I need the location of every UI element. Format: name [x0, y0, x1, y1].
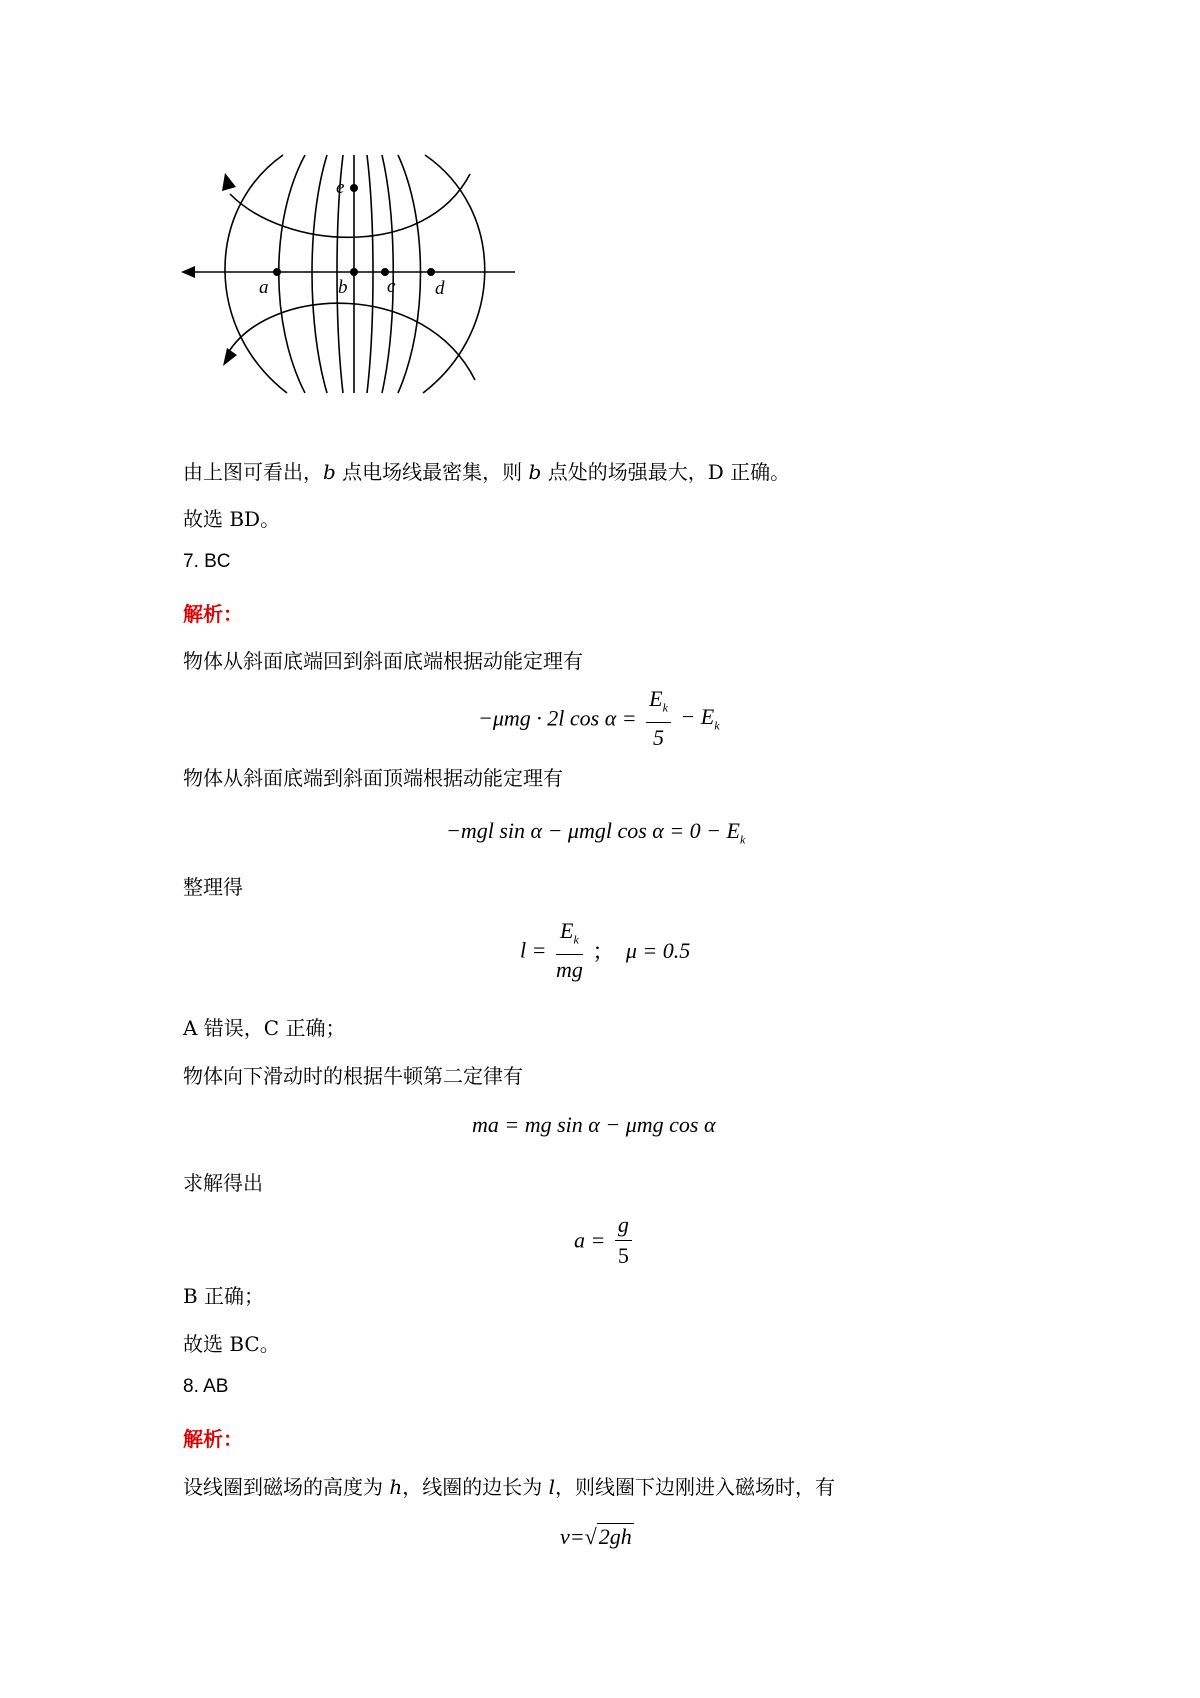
q7-eq1: −μmg · 2l cos α = $\frac{E_k}{5}$ − $E_k$ — [478, 686, 720, 751]
label-b: b — [338, 277, 348, 298]
point-e — [350, 184, 358, 192]
field-line-left-2 — [312, 155, 327, 393]
field-line-left-1 — [279, 155, 305, 393]
q7-eq5: a = $\frac{g}{5}$ — [574, 1212, 636, 1269]
lower-arc-arrow-icon — [223, 348, 237, 366]
q7-eq3: l = $\frac{E_k}{mg}$ ； μ = 0.5 — [520, 918, 691, 983]
point-b — [350, 268, 358, 276]
q7-line7: B 正确； — [183, 1284, 265, 1308]
q6-conclusion: 故选 BD。 — [183, 507, 281, 531]
field-line-figure — [175, 150, 535, 400]
q8-line1: 设线圈到磁场的高度为 h，线圈的边长为 l，则线圈下边刚进入磁场时，有 — [183, 1475, 836, 1499]
q7-line2: 物体从斜面底端到斜面顶端根据动能定理有 — [183, 766, 563, 790]
lower-arc — [228, 303, 475, 380]
label-d: d — [435, 278, 445, 299]
field-line-right-3 — [398, 155, 421, 393]
q7-eq2: −mgl sin α − μmgl $\cos \alpha = 0 - E_k$ — [446, 818, 746, 847]
upper-arc-arrow-icon — [222, 173, 236, 191]
q7-line6: 求解得出 — [183, 1171, 263, 1195]
label-a: a — [259, 277, 269, 298]
field-line-right-1 — [367, 155, 373, 393]
q7-line5: 物体向下滑动时的根据牛顿第二定律有 — [183, 1064, 523, 1088]
point-d — [427, 268, 435, 276]
q7-eq4: ma = mg sin α − μmg cos α — [472, 1112, 716, 1137]
label-c: c — [387, 276, 396, 297]
point-a — [273, 268, 281, 276]
q7-header: 7. BC — [183, 551, 231, 572]
label-e: e — [336, 177, 345, 198]
point-c — [381, 268, 389, 276]
q8-analysis-label: 解析： — [183, 1427, 243, 1451]
q8-eq1: v=√2gh — [560, 1524, 632, 1549]
q8-header: 8. AB — [183, 1376, 229, 1397]
q7-line3: 整理得 — [183, 875, 243, 899]
q7-line1: 物体从斜面底端回到斜面底端根据动能定理有 — [183, 649, 583, 673]
q7-line4: A 错误，C 正确； — [183, 1016, 346, 1040]
upper-arc — [230, 174, 470, 237]
q6-line1: 由上图可看出，b 点电场线最密集，则 b 点处的场强最大，D 正确。 — [183, 460, 791, 484]
q7-analysis-label: 解析： — [183, 602, 243, 626]
q7-conclusion: 故选 BC。 — [183, 1332, 280, 1356]
axis-arrow-icon — [181, 266, 195, 278]
